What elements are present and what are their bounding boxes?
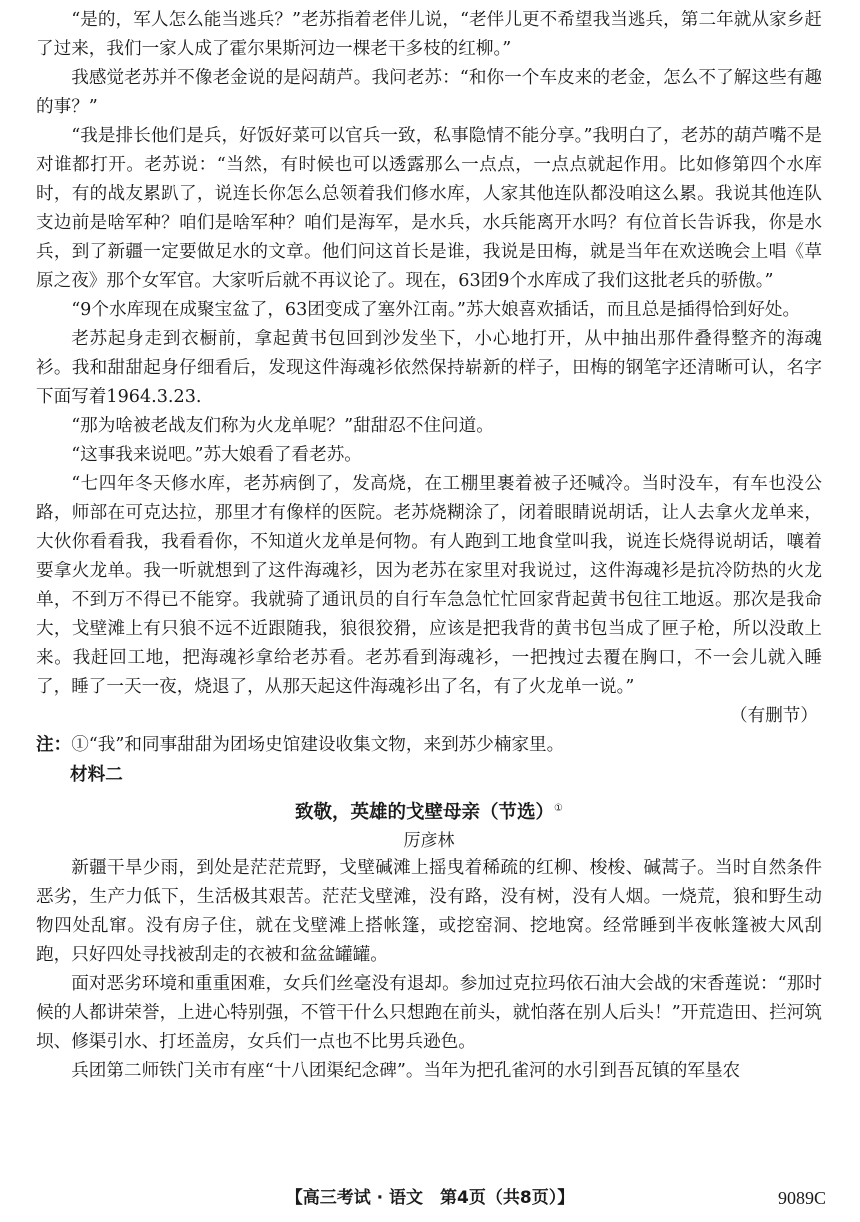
footnote-label: 注： bbox=[36, 735, 72, 755]
paragraph: “七四年冬天修水库，老苏病倒了，发高烧，在工棚里裹着被子还喊冷。当时没车，有车也没公路，师部在可克达拉，那里才有像样的医院。老苏烧糊涂了，闭着眼睛说胡话，让人去拿火龙单来，大伙你看看我，我看看你，不知道火龙单是何物。有人跑到工地食堂叫我，说连长烧得说胡话，嚷着要拿火龙单。我一听就想到了这件海魂衫，因为老苏在家里对我说过，这件海魂衫是抗冷防热的火龙单，不到万不得已不能穿。我就骑了通讯员的自行车急急忙忙回家背起黄书包往工地返。那次是我命大，戈壁滩上有只狼不远不近跟随我，狼很狡猾，应该是把我背的黄书包当成了匣子枪，所以没敢上来。我赶回工地，把海魂衫拿给老苏看。老苏看到海魂衫，一把拽过去覆在胸口，不一会儿就入睡了，睡了一天一夜，烧退了，从那天起这件海魂衫出了名，有了火龙单一说。” bbox=[36, 474, 822, 697]
section-heading: 材料二 bbox=[70, 765, 123, 785]
paragraph: “我是排长他们是兵，好饭好菜可以官兵一致，私事隐情不能分享。”我明白了，老苏的葫芦嘴不是对谁都打开。老苏说：“当然，有时候也可以透露那么一点点，一点点就起作用。比如修第四个水库时，有的战友累趴了，说连长你怎么总领着我们修水库，人家其他连队都没咱这么累。我说其他连队支边前是啥军种？咱们是啥军种？咱们是海军，是水兵，水兵能离开水吗？有位首长告诉我，你是水兵，到了新疆一定要做足水的文章。他们问这首长是谁，我说是田梅，就是当年在欢送晚会上唱《草原之夜》那个女军官。大家听后就不再议论了。现在，63团9个水库成了我们这批老兵的骄傲。” bbox=[36, 126, 822, 291]
paragraph: 老苏起身走到衣橱前，拿起黄书包回到沙发坐下，小心地打开，从中抽出那件叠得整齐的海魂衫。我和甜甜起身仔细看后，发现这件海魂衫依然保持崭新的样子，田梅的钢笔字还清晰可认，名字下面写着1964.3.23. bbox=[36, 329, 822, 407]
article-title-footnote-mark: ① bbox=[554, 803, 563, 814]
paragraph: “是的，军人怎么能当逃兵？”老苏指着老伴儿说，“老伴儿更不希望我当逃兵，第二年就从家乡赶了过来，我们一家人成了霍尔果斯河边一棵老干多枝的红柳。” bbox=[36, 10, 822, 59]
footer-page-label: 【高三考试 · 语文 第4页（共8页）】 bbox=[285, 1188, 575, 1208]
story-body bbox=[36, 6, 822, 702]
paragraph: 新疆干旱少雨，到处是茫茫荒野，戈壁碱滩上摇曳着稀疏的红柳、梭梭、碱蒿子。当时自然条件恶劣，生产力低下，生活极其艰苦。茫茫戈壁滩，没有路，没有树，没有人烟。一烧荒，狼和野生动物四处乱窜。没有房子住，就在戈壁滩上搭帐篷，或挖窑洞、挖地窝。经常睡到半夜帐篷被大风刮跑，只好四处寻找被刮走的衣被和盆盆罐罐。 bbox=[36, 858, 822, 966]
paragraph: 我感觉老苏并不像老金说的是闷葫芦。我问老苏：“和你一个车皮来的老金，怎么不了解这些有趣的事？” bbox=[36, 68, 822, 117]
page-footer bbox=[0, 1183, 860, 1213]
article-author: 厉彦林 bbox=[403, 831, 455, 852]
paragraph: 面对恶劣环境和重重困难，女兵们丝毫没有退却。参加过克拉玛依石油大会战的宋香莲说：“那时候的人都讲荣誉，上进心特别强，不管干什么只想跑在前头，就怕落在别人后头！”开荒造田、拦河筑坝、修渠引水、打坯盖房，女兵们一点也不比男兵逊色。 bbox=[36, 974, 822, 1053]
article-body bbox=[36, 854, 822, 1086]
article-title bbox=[36, 794, 822, 828]
abridged-note: （有删节） bbox=[730, 706, 818, 726]
footer-exam-code: 9089C bbox=[777, 1188, 826, 1208]
article-title-text: 致敬，英雄的戈壁母亲（节选） bbox=[295, 802, 555, 824]
paragraph: “9个水库现在成聚宝盆了，63团变成了塞外江南。”苏大娘喜欢插话，而且总是插得恰到好处。 bbox=[71, 300, 801, 320]
paragraph: 兵团第二师铁门关市有座“十八团渠纪念碑”。当年为把孔雀河的水引到吾瓦镇的军垦农 bbox=[71, 1061, 741, 1082]
footnote bbox=[36, 731, 822, 760]
footnote-text: ①“我”和同事甜甜为团场史馆建设收集文物，来到苏少楠家里。 bbox=[71, 735, 565, 755]
paragraph: “那为啥被老战友们称为火龙单呢？”甜甜忍不住问道。 bbox=[71, 416, 494, 436]
paragraph: “这事我来说吧。”苏大娘看了看老苏。 bbox=[71, 445, 362, 465]
